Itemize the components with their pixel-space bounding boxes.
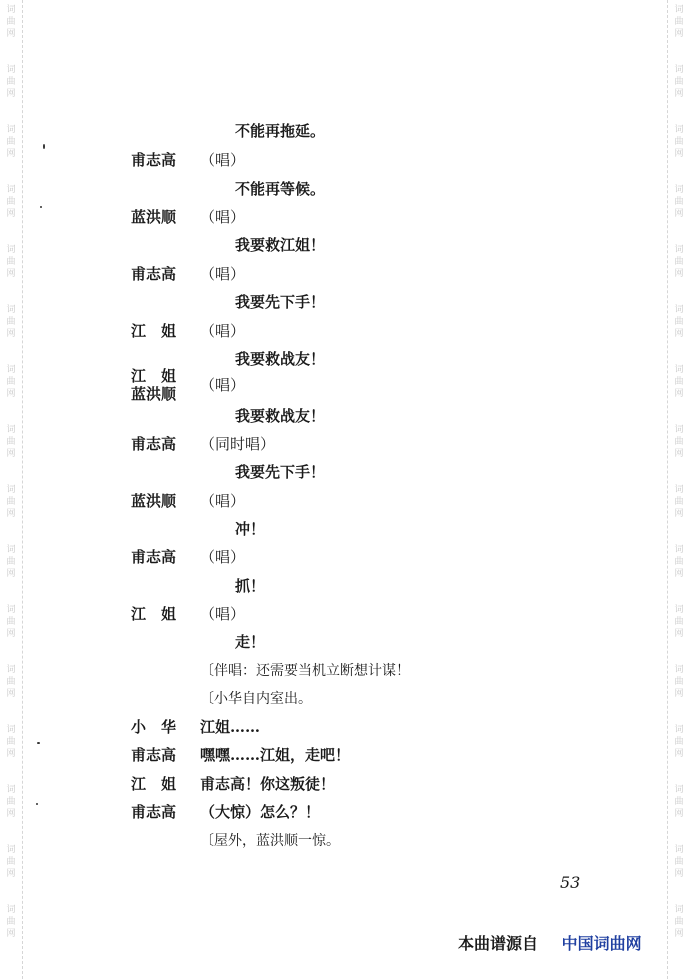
watermark-glyph: 曲 (674, 797, 684, 807)
speaker-name: 江 姐 (131, 775, 177, 793)
watermark-glyph: 网 (674, 89, 684, 99)
scan-speck (40, 206, 42, 208)
watermark-text (668, 124, 690, 160)
speaker-name: 江 姐 (131, 322, 177, 340)
watermark-glyph: 词 (6, 665, 16, 675)
watermark-text (668, 724, 690, 760)
watermark-text (668, 904, 690, 940)
watermark-glyph: 网 (674, 509, 684, 519)
source-footer (458, 931, 642, 954)
watermark-text (0, 304, 22, 340)
watermark-glyph: 曲 (6, 857, 16, 867)
watermark-glyph: 网 (6, 89, 16, 99)
lyric-text: 我要先下手！ (235, 293, 326, 311)
watermark-glyph: 词 (674, 725, 684, 735)
watermark-glyph: 网 (674, 29, 684, 39)
watermark-text (668, 364, 690, 400)
watermark-glyph: 网 (6, 29, 16, 39)
stage-direction: （唱） (200, 492, 246, 510)
watermark-glyph: 曲 (6, 257, 16, 267)
watermark-glyph: 曲 (6, 677, 16, 687)
watermark-glyph: 网 (674, 329, 684, 339)
watermark-glyph: 网 (6, 509, 16, 519)
stage-direction: 〔屋外，蓝洪顺一惊。 (200, 833, 340, 849)
watermark-glyph: 网 (6, 149, 16, 159)
watermark-glyph: 词 (674, 845, 684, 855)
watermark-text (0, 364, 22, 400)
watermark-glyph: 词 (6, 365, 16, 375)
speaker-name: 江 姐 (131, 367, 177, 385)
watermark-glyph: 词 (674, 545, 684, 555)
watermark-glyph: 网 (6, 389, 16, 399)
watermark-text (668, 784, 690, 820)
watermark-glyph: 网 (674, 869, 684, 879)
watermark-glyph: 曲 (6, 17, 16, 27)
watermark-glyph: 词 (6, 125, 16, 135)
page-number: 53 (560, 873, 581, 892)
speaker-name: 蓝洪顺 (131, 385, 177, 403)
stage-direction: （唱） (200, 376, 246, 394)
watermark-text (668, 64, 690, 100)
watermark-glyph: 词 (6, 545, 16, 555)
watermark-text (0, 64, 22, 100)
watermark-glyph: 词 (6, 185, 16, 195)
watermark-glyph: 词 (674, 665, 684, 675)
watermark-glyph: 曲 (6, 437, 16, 447)
speaker-name: 蓝洪顺 (131, 208, 177, 226)
stage-direction: 〔伴唱：还需要当机立断想计谋！ (200, 663, 410, 679)
watermark-glyph: 词 (674, 5, 684, 15)
watermark-glyph: 词 (6, 425, 16, 435)
watermark-glyph: 网 (6, 629, 16, 639)
stage-direction: （唱） (200, 548, 246, 566)
watermark-text (668, 304, 690, 340)
watermark-glyph: 网 (674, 569, 684, 579)
watermark-glyph: 词 (6, 785, 16, 795)
watermark-glyph: 曲 (674, 557, 684, 567)
watermark-text (668, 544, 690, 580)
watermark-glyph: 网 (6, 569, 16, 579)
stage-direction: （唱） (200, 322, 246, 340)
watermark-text (0, 124, 22, 160)
watermark-text (668, 604, 690, 640)
watermark-glyph: 曲 (6, 797, 16, 807)
watermark-glyph: 曲 (674, 197, 684, 207)
watermark-glyph: 网 (6, 209, 16, 219)
watermark-glyph: 网 (674, 629, 684, 639)
speaker-name: 甫志高 (131, 151, 177, 169)
watermark-glyph: 词 (674, 905, 684, 915)
scan-speck (37, 742, 40, 744)
lyric-text: 我要救战友！ (235, 407, 326, 425)
watermark-text (668, 484, 690, 520)
lyric-text: 我要先下手！ (235, 463, 326, 481)
watermark-glyph: 词 (674, 65, 684, 75)
speaker-name: 甫志高 (131, 803, 177, 821)
watermark-glyph: 曲 (6, 617, 16, 627)
speaker-name: 甫志高 (131, 746, 177, 764)
watermark-glyph: 网 (674, 689, 684, 699)
watermark-glyph: 网 (6, 689, 16, 699)
watermark-glyph: 曲 (6, 77, 16, 87)
watermark-glyph: 词 (674, 605, 684, 615)
watermark-glyph: 曲 (6, 137, 16, 147)
watermark-glyph: 曲 (674, 737, 684, 747)
lyric-text: 抓！ (235, 577, 266, 595)
speaker-name: 小 华 (131, 718, 177, 736)
watermark-text (0, 4, 22, 40)
watermark-glyph: 曲 (674, 317, 684, 327)
footer-site-link[interactable]: 中国词曲网 (561, 934, 642, 953)
watermark-glyph: 词 (6, 605, 16, 615)
watermark-text (0, 184, 22, 220)
dialog-text: （大惊）怎么？！ (200, 803, 321, 821)
watermark-text (668, 424, 690, 460)
stage-direction: （唱） (200, 265, 246, 283)
watermark-glyph: 网 (674, 269, 684, 279)
watermark-glyph: 曲 (674, 377, 684, 387)
watermark-glyph: 网 (6, 269, 16, 279)
watermark-text (0, 484, 22, 520)
watermark-glyph: 词 (6, 905, 16, 915)
watermark-glyph: 曲 (6, 737, 16, 747)
watermark-glyph: 曲 (6, 377, 16, 387)
watermark-glyph: 词 (674, 365, 684, 375)
watermark-text (668, 184, 690, 220)
stage-direction: （唱） (200, 208, 246, 226)
stage-direction: 〔小华自内室出。 (200, 691, 312, 707)
watermark-glyph: 网 (6, 869, 16, 879)
lyric-text: 不能再等候。 (235, 180, 326, 198)
watermark-glyph: 词 (674, 125, 684, 135)
watermark-glyph: 词 (674, 785, 684, 795)
footer-prefix: 本曲谱源自 (458, 934, 539, 953)
watermark-text (668, 664, 690, 700)
watermark-text (0, 844, 22, 880)
stage-direction: （同时唱） (200, 435, 276, 453)
speaker-name: 江 姐 (131, 605, 177, 623)
scan-speck (36, 803, 38, 805)
watermark-glyph: 词 (6, 65, 16, 75)
lyric-text: 冲！ (235, 520, 266, 538)
dialog-text: 甫志高！你这叛徒！ (200, 775, 336, 793)
watermark-glyph: 词 (674, 425, 684, 435)
watermark-glyph: 网 (674, 749, 684, 759)
speaker-name: 甫志高 (131, 265, 177, 283)
watermark-text (668, 244, 690, 280)
watermark-glyph: 曲 (674, 497, 684, 507)
watermark-glyph: 网 (674, 209, 684, 219)
watermark-glyph: 词 (674, 305, 684, 315)
watermark-glyph: 词 (6, 725, 16, 735)
watermark-glyph: 曲 (674, 857, 684, 867)
watermark-text (0, 904, 22, 940)
lyric-text: 我要救江姐！ (235, 236, 326, 254)
watermark-glyph: 词 (6, 245, 16, 255)
watermark-glyph: 网 (674, 929, 684, 939)
scan-speck (43, 144, 45, 149)
speaker-name: 蓝洪顺 (131, 492, 177, 510)
watermark-glyph: 词 (6, 305, 16, 315)
watermark-glyph: 曲 (674, 137, 684, 147)
watermark-glyph: 曲 (6, 917, 16, 927)
watermark-glyph: 网 (674, 449, 684, 459)
lyric-text: 走！ (235, 633, 266, 651)
watermark-text (668, 844, 690, 880)
watermark-text (0, 244, 22, 280)
watermark-glyph: 曲 (6, 497, 16, 507)
speaker-name: 甫志高 (131, 548, 177, 566)
watermark-glyph: 曲 (674, 617, 684, 627)
watermark-text (0, 664, 22, 700)
watermark-glyph: 词 (6, 845, 16, 855)
watermark-glyph: 网 (6, 929, 16, 939)
watermark-text (0, 784, 22, 820)
watermark-glyph: 曲 (6, 197, 16, 207)
watermark-glyph: 网 (6, 329, 16, 339)
watermark-glyph: 词 (674, 485, 684, 495)
lyric-text: 我要救战友！ (235, 350, 326, 368)
stage-direction: （唱） (200, 605, 246, 623)
dialog-text: 嘿嘿……江姐，走吧！ (200, 746, 351, 764)
watermark-glyph: 曲 (674, 17, 684, 27)
watermark-glyph: 词 (674, 245, 684, 255)
watermark-text (0, 604, 22, 640)
watermark-text (668, 4, 690, 40)
lyric-text: 不能再拖延。 (235, 122, 326, 140)
watermark-glyph: 网 (674, 149, 684, 159)
watermark-glyph: 曲 (674, 257, 684, 267)
watermark-glyph: 曲 (674, 677, 684, 687)
stage-direction: （唱） (200, 151, 246, 169)
watermark-glyph: 词 (674, 185, 684, 195)
speaker-name: 甫志高 (131, 435, 177, 453)
watermark-glyph: 网 (6, 449, 16, 459)
watermark-glyph: 网 (674, 389, 684, 399)
watermark-glyph: 网 (6, 809, 16, 819)
watermark-text (0, 424, 22, 460)
watermark-glyph: 网 (6, 749, 16, 759)
watermark-glyph: 曲 (6, 557, 16, 567)
watermark-glyph: 词 (6, 5, 16, 15)
watermark-text (0, 544, 22, 580)
watermark-glyph: 曲 (674, 77, 684, 87)
watermark-glyph: 网 (674, 809, 684, 819)
speaker-name-group (131, 367, 176, 403)
watermark-text (0, 724, 22, 760)
watermark-glyph: 曲 (674, 437, 684, 447)
watermark-glyph: 曲 (6, 317, 16, 327)
watermark-glyph: 词 (6, 485, 16, 495)
dialog-text: 江姐…… (200, 718, 261, 736)
watermark-glyph: 曲 (674, 917, 684, 927)
